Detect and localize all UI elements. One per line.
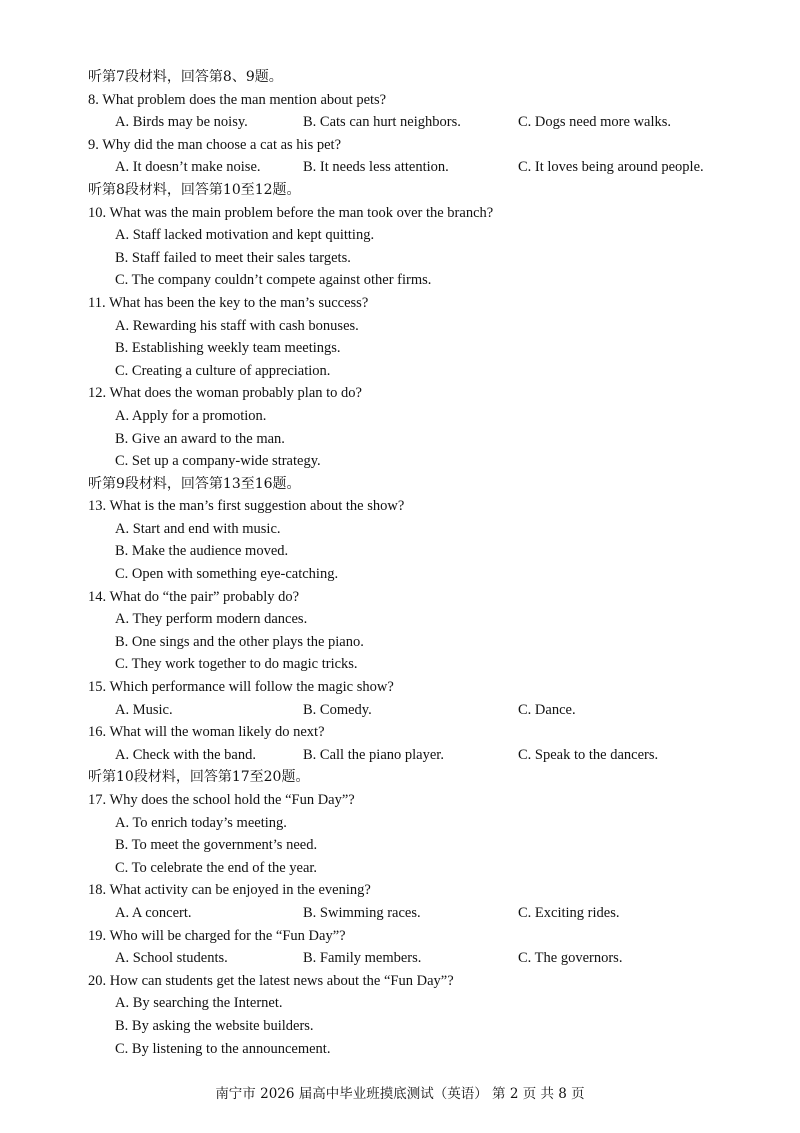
answer-option: A. Check with the band. <box>115 746 256 763</box>
answer-option: C. The company couldn’t compete against other firms. <box>115 272 432 289</box>
answer-option: A. A concert. <box>115 904 192 921</box>
question-stem: 17. Why does the school hold the “Fun Day”? <box>88 792 355 808</box>
answer-option: A. Staff lacked motivation and kept quitting. <box>115 227 375 244</box>
answer-option: A. School students. <box>115 950 228 967</box>
page-footer: 南宁市 2026 届高中毕业班摸底测试（英语） 第 2 页 共 8 页 <box>215 1086 585 1102</box>
answer-option: C. Dance. <box>518 701 576 718</box>
answer-option: A. Birds may be noisy. <box>115 114 248 131</box>
answer-option: B. By asking the website builders. <box>115 1017 314 1034</box>
answer-option: C. It loves being around people. <box>518 159 704 176</box>
answer-option: C. Exciting rides. <box>518 904 620 921</box>
answer-option: B. Staff failed to meet their sales targets. <box>115 249 351 266</box>
option-row <box>88 156 778 179</box>
section-heading: 听第7段材料，回答第8、9题。 <box>88 69 283 85</box>
answer-option: B. Establishing weekly team meetings. <box>115 340 341 357</box>
section-heading: 听第10段材料，回答第17至20题。 <box>88 769 310 786</box>
answer-option: C. Dogs need more walks. <box>518 114 672 131</box>
answer-option: B. Cats can hurt neighbors. <box>303 114 461 131</box>
answer-option: B. To meet the government’s need. <box>115 837 318 854</box>
answer-option: A. To enrich today’s meeting. <box>115 814 287 831</box>
option-row <box>88 111 778 134</box>
answer-option: C. Open with something eye-catching. <box>115 566 339 583</box>
answer-option: B. Call the piano player. <box>303 746 444 763</box>
question-stem: 19. Who will be charged for the “Fun Day”? <box>88 927 346 944</box>
answer-option: C. By listening to the announcement. <box>115 1040 331 1057</box>
answer-option: A. Music. <box>115 701 173 718</box>
answer-option: B. Make the audience moved. <box>115 543 289 560</box>
question-stem: 15. Which performance will follow the magic show? <box>88 679 394 696</box>
answer-option: B. Comedy. <box>303 701 372 718</box>
answer-option: C. Speak to the dancers. <box>518 746 659 763</box>
question-stem: 20. How can students get the latest news about the “Fun Day”? <box>88 972 454 989</box>
question-stem: 12. What does the woman probably plan to do? <box>88 385 362 402</box>
question-stem: 9. Why did the man choose a cat as his pet? <box>88 136 342 153</box>
answer-option: A. By searching the Internet. <box>115 995 283 1012</box>
option-row <box>88 744 778 767</box>
option-row <box>88 947 778 970</box>
answer-option: B. It needs less attention. <box>303 159 449 176</box>
answer-option: C. Set up a company-wide strategy. <box>115 453 321 470</box>
answer-option: A. Apply for a promotion. <box>115 407 267 424</box>
section-heading: 听第9段材料，回答第13至16题。 <box>88 475 301 492</box>
question-stem: 11. What has been the key to the man’s success? <box>88 294 369 311</box>
option-row <box>88 699 778 722</box>
section-heading: 听第8段材料，回答第10至12题。 <box>88 181 301 198</box>
question-stem: 10. What was the main problem before the man took over the branch? <box>88 204 494 221</box>
answer-option: A. Rewarding his staff with cash bonuses. <box>115 317 359 334</box>
answer-option: B. Family members. <box>303 950 422 967</box>
question-stem: 13. What is the man’s first suggestion about the show? <box>88 498 405 515</box>
question-stem: 14. What do “the pair” probably do? <box>88 588 300 605</box>
answer-option: B. One sings and the other plays the piano. <box>115 633 364 650</box>
answer-option: B. Swimming races. <box>303 904 421 921</box>
answer-option: A. It doesn’t make noise. <box>115 159 261 176</box>
question-stem: 16. What will the woman likely do next? <box>88 724 325 741</box>
question-stem: 18. What activity can be enjoyed in the evening? <box>88 882 371 899</box>
answer-option: B. Give an award to the man. <box>115 430 285 447</box>
answer-option: C. To celebrate the end of the year. <box>115 859 318 876</box>
question-list <box>88 66 778 1060</box>
answer-option: C. Creating a culture of appreciation. <box>115 362 331 379</box>
option-row <box>88 902 778 925</box>
answer-option: A. Start and end with music. <box>115 520 281 537</box>
answer-option: A. They perform modern dances. <box>115 611 308 628</box>
question-stem: 8. What problem does the man mention about pets? <box>88 91 387 108</box>
answer-option: C. They work together to do magic tricks. <box>115 656 358 673</box>
answer-option: C. The governors. <box>518 950 623 967</box>
